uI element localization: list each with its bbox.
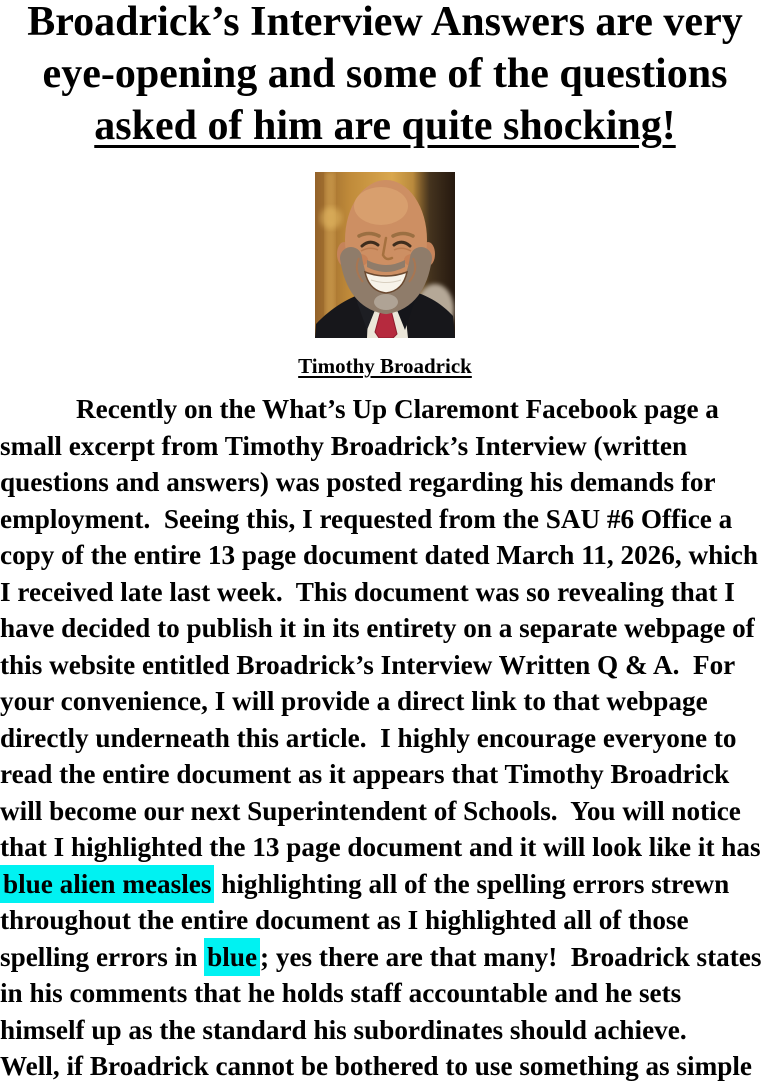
article-line bbox=[0, 902, 770, 939]
article-text-segment: spelling errors in bbox=[0, 941, 205, 972]
article-text-segment: Well, if Broadrick cannot be bothered to use something as simple bbox=[0, 1051, 752, 1081]
portrait-photo-container bbox=[0, 172, 770, 338]
article-text-segment: ; yes there are that many! Broadrick states bbox=[260, 941, 762, 972]
photo-caption bbox=[0, 353, 770, 379]
article-line bbox=[0, 793, 770, 830]
highlighted-text: blue alien measles bbox=[0, 865, 214, 903]
article-text-segment: I received late last week. This document was so revealing that I bbox=[0, 576, 735, 607]
article-text-segment: himself up as the standard his subordinates should achieve. bbox=[0, 1014, 687, 1045]
article-text-segment: questions and answers) was posted regarding his demands for bbox=[0, 467, 716, 497]
article-line bbox=[0, 391, 770, 428]
article-line bbox=[0, 866, 770, 903]
headline-line-2: eye-opening and some of the questions bbox=[42, 51, 728, 97]
article-line bbox=[0, 720, 770, 757]
article-text-segment: that I highlighted the 13 page document and it will look like it has bbox=[0, 832, 761, 862]
article-text-segment: employment. Seeing this, I requested from the SAU #6 Office a bbox=[0, 503, 733, 534]
headline-line-1: Broadrick’s Interview Answers are very bbox=[27, 0, 743, 45]
article-line bbox=[0, 501, 770, 538]
photo-caption-text: Timothy Broadrick bbox=[298, 354, 472, 378]
article-line bbox=[0, 1048, 770, 1085]
article-line bbox=[0, 1012, 770, 1049]
article-line bbox=[0, 939, 770, 976]
article-text-segment: copy of the entire 13 page document dated March 11, 2026, which bbox=[0, 540, 758, 570]
article-text-segment: throughout the entire document as I highlighted all of those bbox=[0, 905, 689, 935]
headline-line-3: asked of him are quite shocking! bbox=[94, 103, 676, 149]
article-line bbox=[0, 829, 770, 866]
article-line bbox=[0, 647, 770, 684]
article-text-segment: directly underneath this article. I highly encourage everyone to bbox=[0, 722, 737, 753]
article-text-segment: your convenience, I will provide a direct link to that webpage bbox=[0, 686, 708, 716]
article-line bbox=[0, 428, 770, 465]
article-text-segment: read the entire document as it appears that Timothy Broadrick bbox=[0, 759, 730, 789]
article-line bbox=[0, 683, 770, 720]
article-text-segment: this website entitled Broadrick’s Interview Written Q & A. For bbox=[0, 649, 736, 680]
article-line bbox=[0, 756, 770, 793]
article-text-segment: highlighting all of the spelling errors strewn bbox=[214, 868, 730, 899]
article-text-segment: Recently on the What’s Up Claremont Facebook page a bbox=[76, 394, 719, 424]
highlighted-text: blue bbox=[204, 938, 260, 976]
article-text-segment: have decided to publish it in its entirety on a separate webpage of bbox=[0, 613, 755, 643]
article-line bbox=[0, 610, 770, 647]
article-text-segment: small excerpt from Timothy Broadrick’s Interview (written bbox=[0, 430, 688, 461]
article-line bbox=[0, 574, 770, 611]
article-line bbox=[0, 464, 770, 501]
article-text-segment: will become our next Superintendent of Schools. You will notice bbox=[0, 795, 741, 826]
article-line bbox=[0, 975, 770, 1012]
timothy-broadrick-photo bbox=[315, 172, 455, 338]
article-headline bbox=[6, 0, 764, 152]
article-body bbox=[0, 391, 770, 1085]
article-text-segment: in his comments that he holds staff accountable and he sets bbox=[0, 978, 682, 1008]
article-line bbox=[0, 537, 770, 574]
